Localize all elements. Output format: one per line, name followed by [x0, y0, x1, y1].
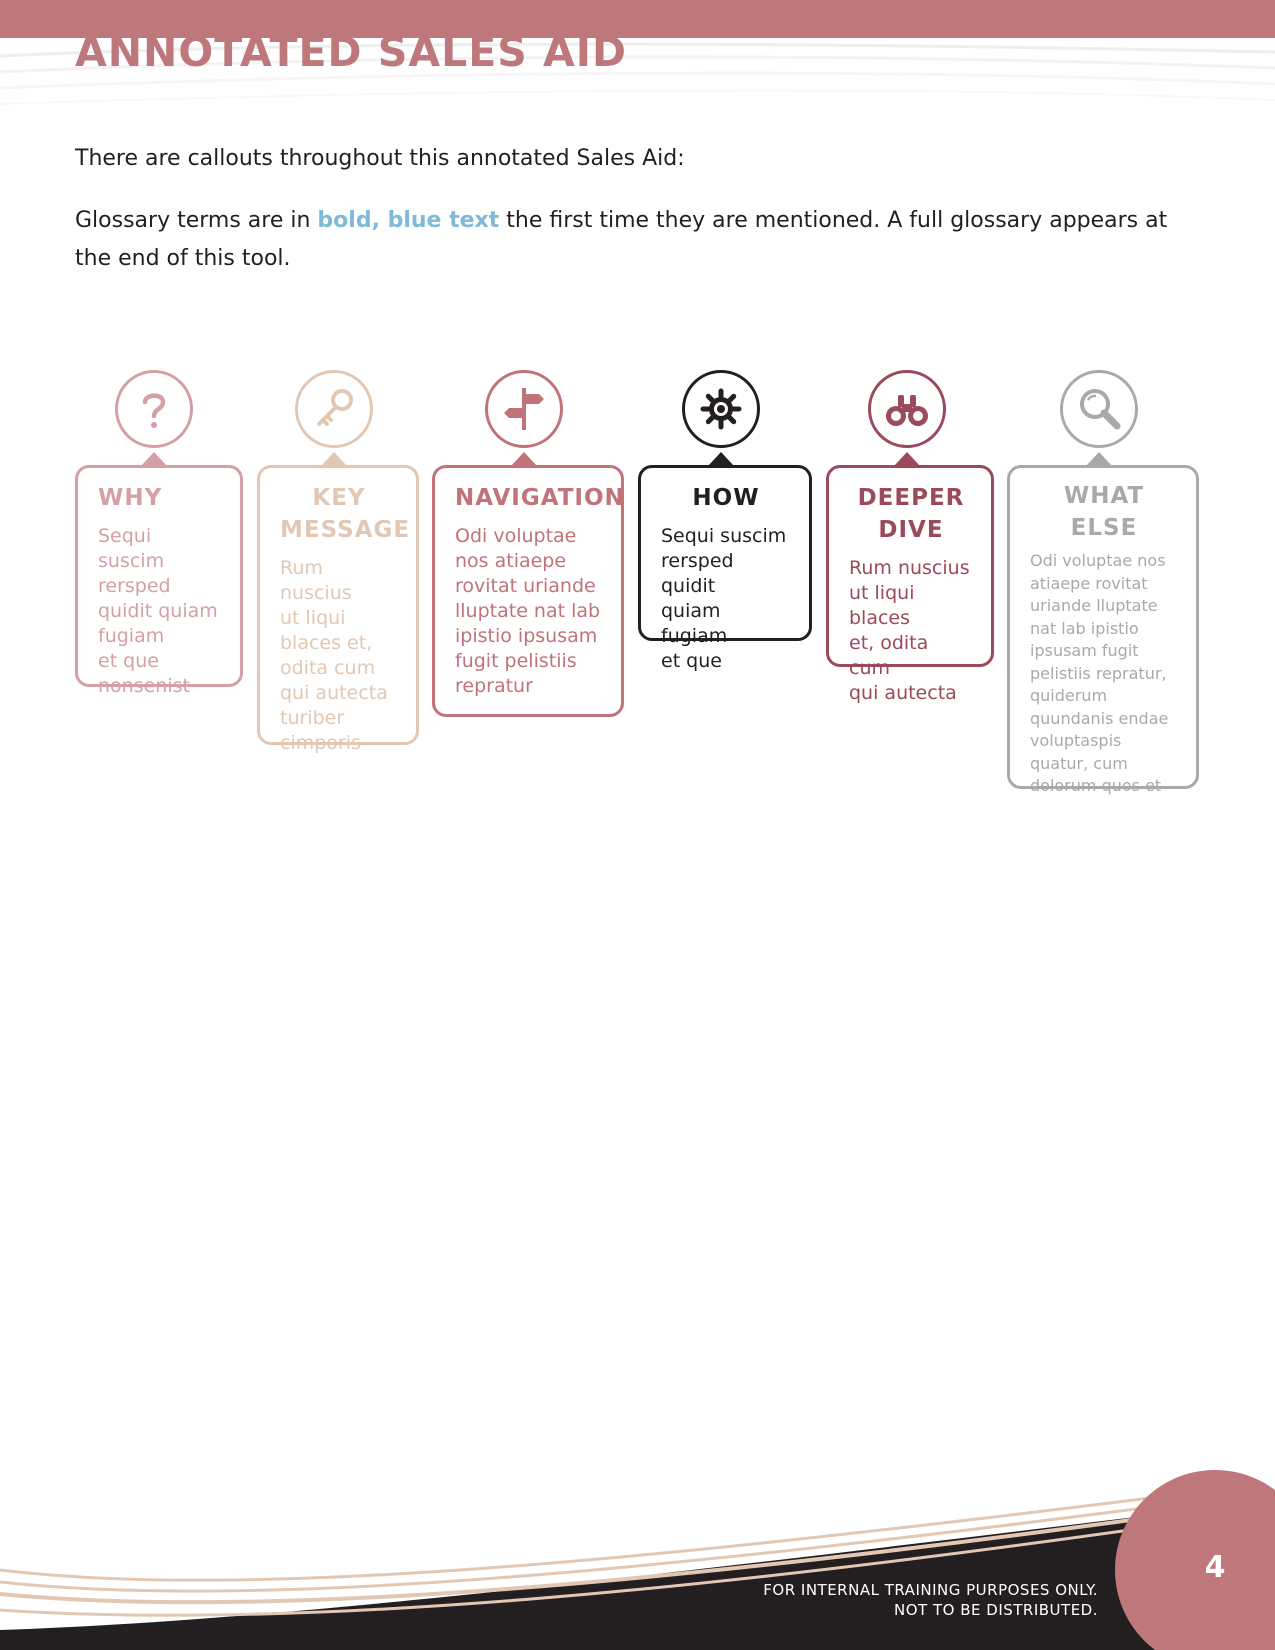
callout-body: Rum nuscius ut liqui blaces et, odita cum qui autecta: [849, 557, 970, 704]
glossary-note: [75, 202, 1195, 278]
intro-text: [75, 140, 1195, 302]
callout-heading: HOW: [692, 485, 760, 511]
magnifier-icon: [1072, 382, 1126, 436]
footer-line-1: FOR INTERNAL TRAINING PURPOSES ONLY.: [763, 1581, 1098, 1599]
callout-pointer: [1086, 452, 1112, 466]
callout-body: Odi voluptae nos atiaepe rovitat uriande lluptate nat lab ipistio ipsusam fugit pelistiis repratur, quiderum quundanis endae voluptaspis quatur, cum dolorum quos et: [1030, 551, 1169, 795]
glossary-note-before: Glossary terms are in: [75, 208, 318, 233]
footer-wave: [0, 1460, 1275, 1650]
callout-body: Sequi suscim rersped quidit quiam fugiam et que nonsenist: [98, 525, 218, 697]
binoculars-icon: [880, 382, 934, 436]
callout-body: Odi voluptae nos atiaepe rovitat uriande lluptate nat lab ipistio ipsusam fugit pelistiis repratur: [455, 525, 601, 697]
gear-icon: [694, 382, 748, 436]
callout-pointer: [708, 452, 734, 466]
page-title: ANNOTATED SALES AID: [75, 28, 628, 76]
footer-line-2: NOT TO BE DISTRIBUTED.: [894, 1601, 1098, 1619]
signpost-icon: [497, 382, 551, 436]
callout-icon-ring: [1060, 370, 1138, 448]
intro-line: There are callouts throughout this annotated Sales Aid:: [75, 146, 685, 171]
callout-heading: WHAT ELSE: [1063, 483, 1145, 541]
callout-icon-ring: [115, 370, 193, 448]
callout-icon-ring: [868, 370, 946, 448]
glossary-note-after: the first time they are mentioned. A full glossary appears at the end of this tool.: [75, 208, 1168, 271]
callout-heading: DEEPER DIVE: [857, 485, 965, 543]
key-icon: [307, 382, 361, 436]
callout-icon-ring: [295, 370, 373, 448]
callout-pointer: [321, 452, 347, 466]
callout-card: [75, 465, 243, 697]
callout-body: Rum nuscius ut liqui blaces et, odita cum qui autecta turiber cimporis: [280, 557, 388, 754]
callout-heading: KEY MESSAGE: [280, 485, 411, 543]
footer-disclaimer: [763, 1580, 1098, 1620]
callout-card: [257, 465, 419, 754]
callout-body: Sequi suscim rersped quidit quiam fugiam et que: [661, 525, 787, 672]
callout-card: [638, 465, 812, 672]
callout-heading: WHY: [98, 485, 163, 511]
callout-card: [826, 465, 994, 704]
callout-pointer: [894, 452, 920, 466]
question-mark-icon: [127, 382, 181, 436]
callout-icon-ring: [485, 370, 563, 448]
callout-heading: NAVIGATION: [455, 485, 625, 511]
callout-pointer: [511, 452, 537, 466]
glossary-term-sample: bold, blue text: [317, 208, 500, 233]
page-number: 4: [1204, 1550, 1226, 1585]
callout-pointer: [141, 452, 167, 466]
callout-card: [432, 465, 624, 717]
callout-card: [1007, 465, 1199, 795]
callout-icon-ring: [682, 370, 760, 448]
